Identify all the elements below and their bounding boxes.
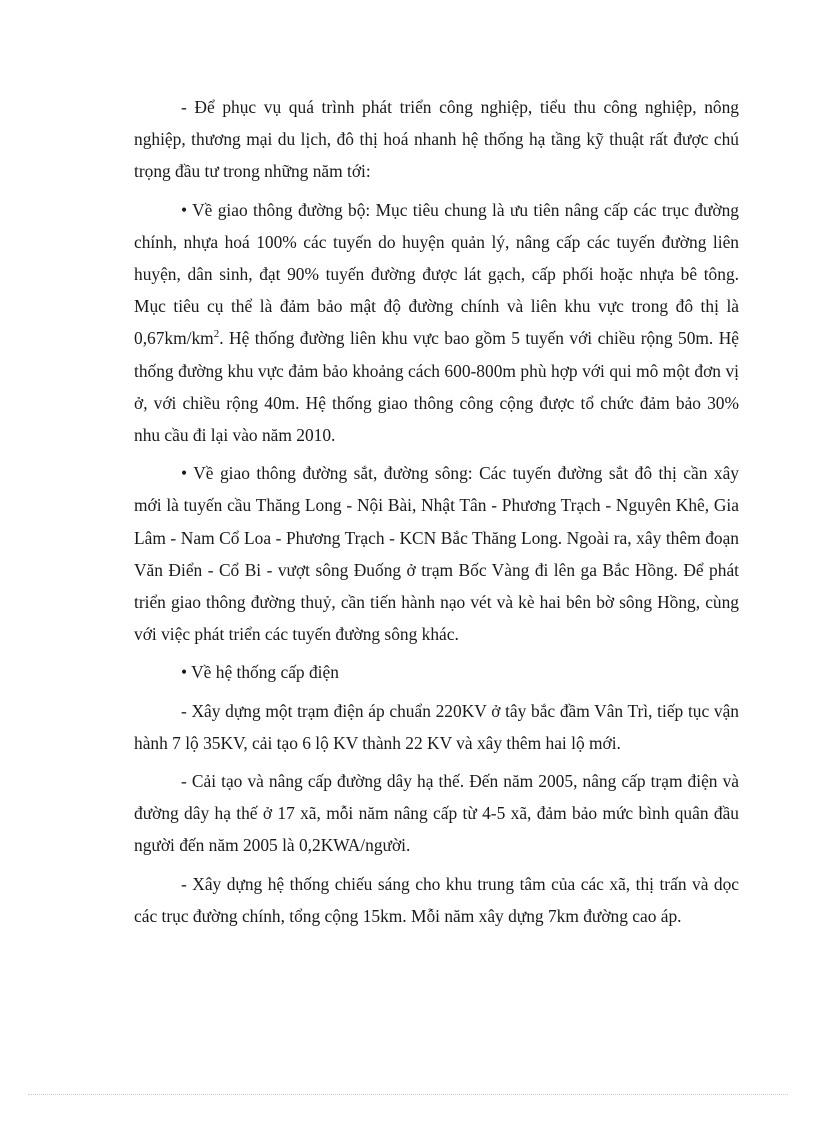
document-body xyxy=(134,91,739,938)
road-transport-text-continued: . Hệ thống đường liên khu vực bao gồm 5 tuyến với chiều rộng 50m. Hệ thống đường khu vực đảm bảo khoảng cách 600-800m phù hợp với qui mô một đơn vị ở, với chiều rộng 40m. Hệ thống giao thông công cộng được tổ chức đảm bảo 30% nhu cầu đi lại vào năm 2010. xyxy=(134,328,739,446)
road-transport-text: • Về giao thông đường bộ: Mục tiêu chung là ưu tiên nâng cấp các trục đường chính, nhựa hoá 100% các tuyến do huyện quản lý, nâng cấp các tuyến đường liên huyện, dân sinh, đạt 90% tuyến đường được lát gạch, cấp phối hoặc nhựa bê tông. Mục tiêu cụ thể là đảm bảo mật độ đường chính và liên khu vực trong đô thị là 0,67km/km xyxy=(134,199,739,349)
superscript-2: 2 xyxy=(213,328,220,341)
paragraph-rail-river-transport: • Về giao thông đường sắt, đường sông: Các tuyến đường sắt đô thị cần xây mới là tuyến cầu Thăng Long - Nội Bài, Nhật Tân - Phương Trạch - Nguyên Khê, Gia Lâm - Nam Cổ Loa - Phương Trạch - KCN Bắc Thăng Long. Ngoài ra, xây thêm đoạn Văn Điển - Cổ Bi - vượt sông Đuống ở trạm Bốc Vàng đi lên ga Bắc Hồng. Để phát triển giao thông đường thuỷ, cần tiến hành nạo vét và kè hai bên bờ sông Hồng, cùng với việc phát triển các tuyến đường sông khác. xyxy=(134,463,739,645)
paragraph-lighting: - Xây dựng hệ thống chiếu sáng cho khu trung tâm của các xã, thị trấn và dọc các trục đường chính, tổng cộng 15km. Mỗi năm xây dựng 7km đường cao áp. xyxy=(134,873,739,926)
paragraph-intro: - Để phục vụ quá trình phát triển công nghiệp, tiểu thu công nghiệp, nông nghiệp, thương mại du lịch, đô thị hoá nhanh hệ thống hạ tầng kỹ thuật rất được chú trọng đầu tư trong những năm tới: xyxy=(134,97,739,182)
paragraph-power-station: - Xây dựng một trạm điện áp chuẩn 220KV ở tây bắc đầm Vân Trì, tiếp tục vận hành 7 lộ 35KV, cải tạo 6 lộ KV thành 22 KV và xây thêm hai lộ mới. xyxy=(134,700,739,753)
paragraph-power-heading: • Về hệ thống cấp điện xyxy=(181,662,339,683)
paragraph-low-voltage: - Cải tạo và nâng cấp đường dây hạ thế. Đến năm 2005, nâng cấp trạm điện và đường dây hạ thế ở 17 xã, mỗi năm nâng cấp từ 4-5 xã, đảm bảo mức bình quân đầu người đến năm 2005 là 0,2KWA/người. xyxy=(134,771,739,856)
paragraph-road-transport xyxy=(134,194,739,452)
page-bottom-divider xyxy=(28,1094,788,1095)
